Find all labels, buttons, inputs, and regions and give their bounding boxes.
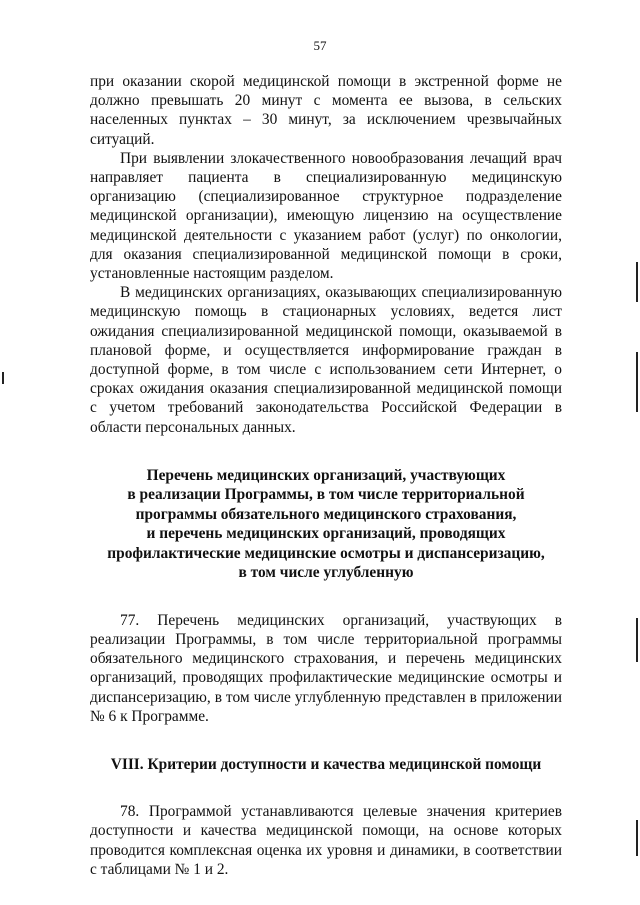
scan-edge-mark [636, 618, 638, 662]
list-of-organizations-heading [90, 466, 562, 583]
heading-line: Перечень медицинских организаций, участвующих [146, 466, 506, 484]
document-body [90, 72, 562, 879]
scan-edge-mark [636, 820, 638, 856]
heading-line: программы обязательного медицинского страхования, [135, 505, 517, 523]
heading-line: и перечень медицинских организаций, проводящих [146, 525, 506, 543]
heading-line: профилактические медицинские осмотры и диспансеризацию, [107, 544, 545, 562]
page-number: 57 [313, 38, 327, 53]
paragraph-ambulance-time: при оказании скорой медицинской помощи в экстренной форме не должно превышать 20 минут с момента ее вызова, в сельских населенных пунктах – 30 минут, за исключением чрезвычайных ситуаций. [90, 73, 562, 148]
scan-edge-mark [636, 352, 638, 412]
paragraph-78: 78. Программой устанавливаются целевые значения критериев доступности и качества медицинской помощи, на основе которых проводится комплексная оценка их уровня и динамики, в соответствии с таблицами № 1 и 2. [90, 803, 562, 878]
paragraph-oncology-referral: При выявлении злокачественного новообразования лечащий врач направляет пациента в специализированную медицинскую организацию (специализированное структурное подразделение медицинской организации), имеющую лицензию на осуществление медицинской деятельности с указанием работ (услуг) по онкологии, для оказания специализированной медицинской помощи в сроки, установленные настоящим разделом. [90, 149, 562, 283]
scan-edge-mark [2, 372, 4, 384]
section-viii-title: VIII. Критерии доступности и качества медицинской помощи [110, 756, 542, 774]
heading-line: в том числе углубленную [238, 564, 414, 582]
heading-line: в реализации Программы, в том числе территориальной [127, 486, 525, 504]
scan-edge-mark [636, 262, 638, 302]
paragraph-77: 77. Перечень медицинских организаций, участвующих в реализации Программы, в том числе территориальной программы обязательного медицинского страхования, и перечень медицинских организаций, проводящих профилактические медицинские осмотры и диспансеризацию, в том числе углубленную представлен в приложении № 6 к Программе. [90, 611, 562, 725]
paragraph-waiting-list: В медицинских организациях, оказывающих специализированную медицинскую помощь в стационарных условиях, ведется лист ожидания специализированной медицинской помощи, оказываемой в плановой форме, и осуществляется информирование граждан в доступной форме, в том числе с использованием сети Интернет, о сроках ожидания оказания специализированной медицинской помощи с учетом требований законодательства Российской Федерации в области персональных данных. [90, 284, 562, 436]
